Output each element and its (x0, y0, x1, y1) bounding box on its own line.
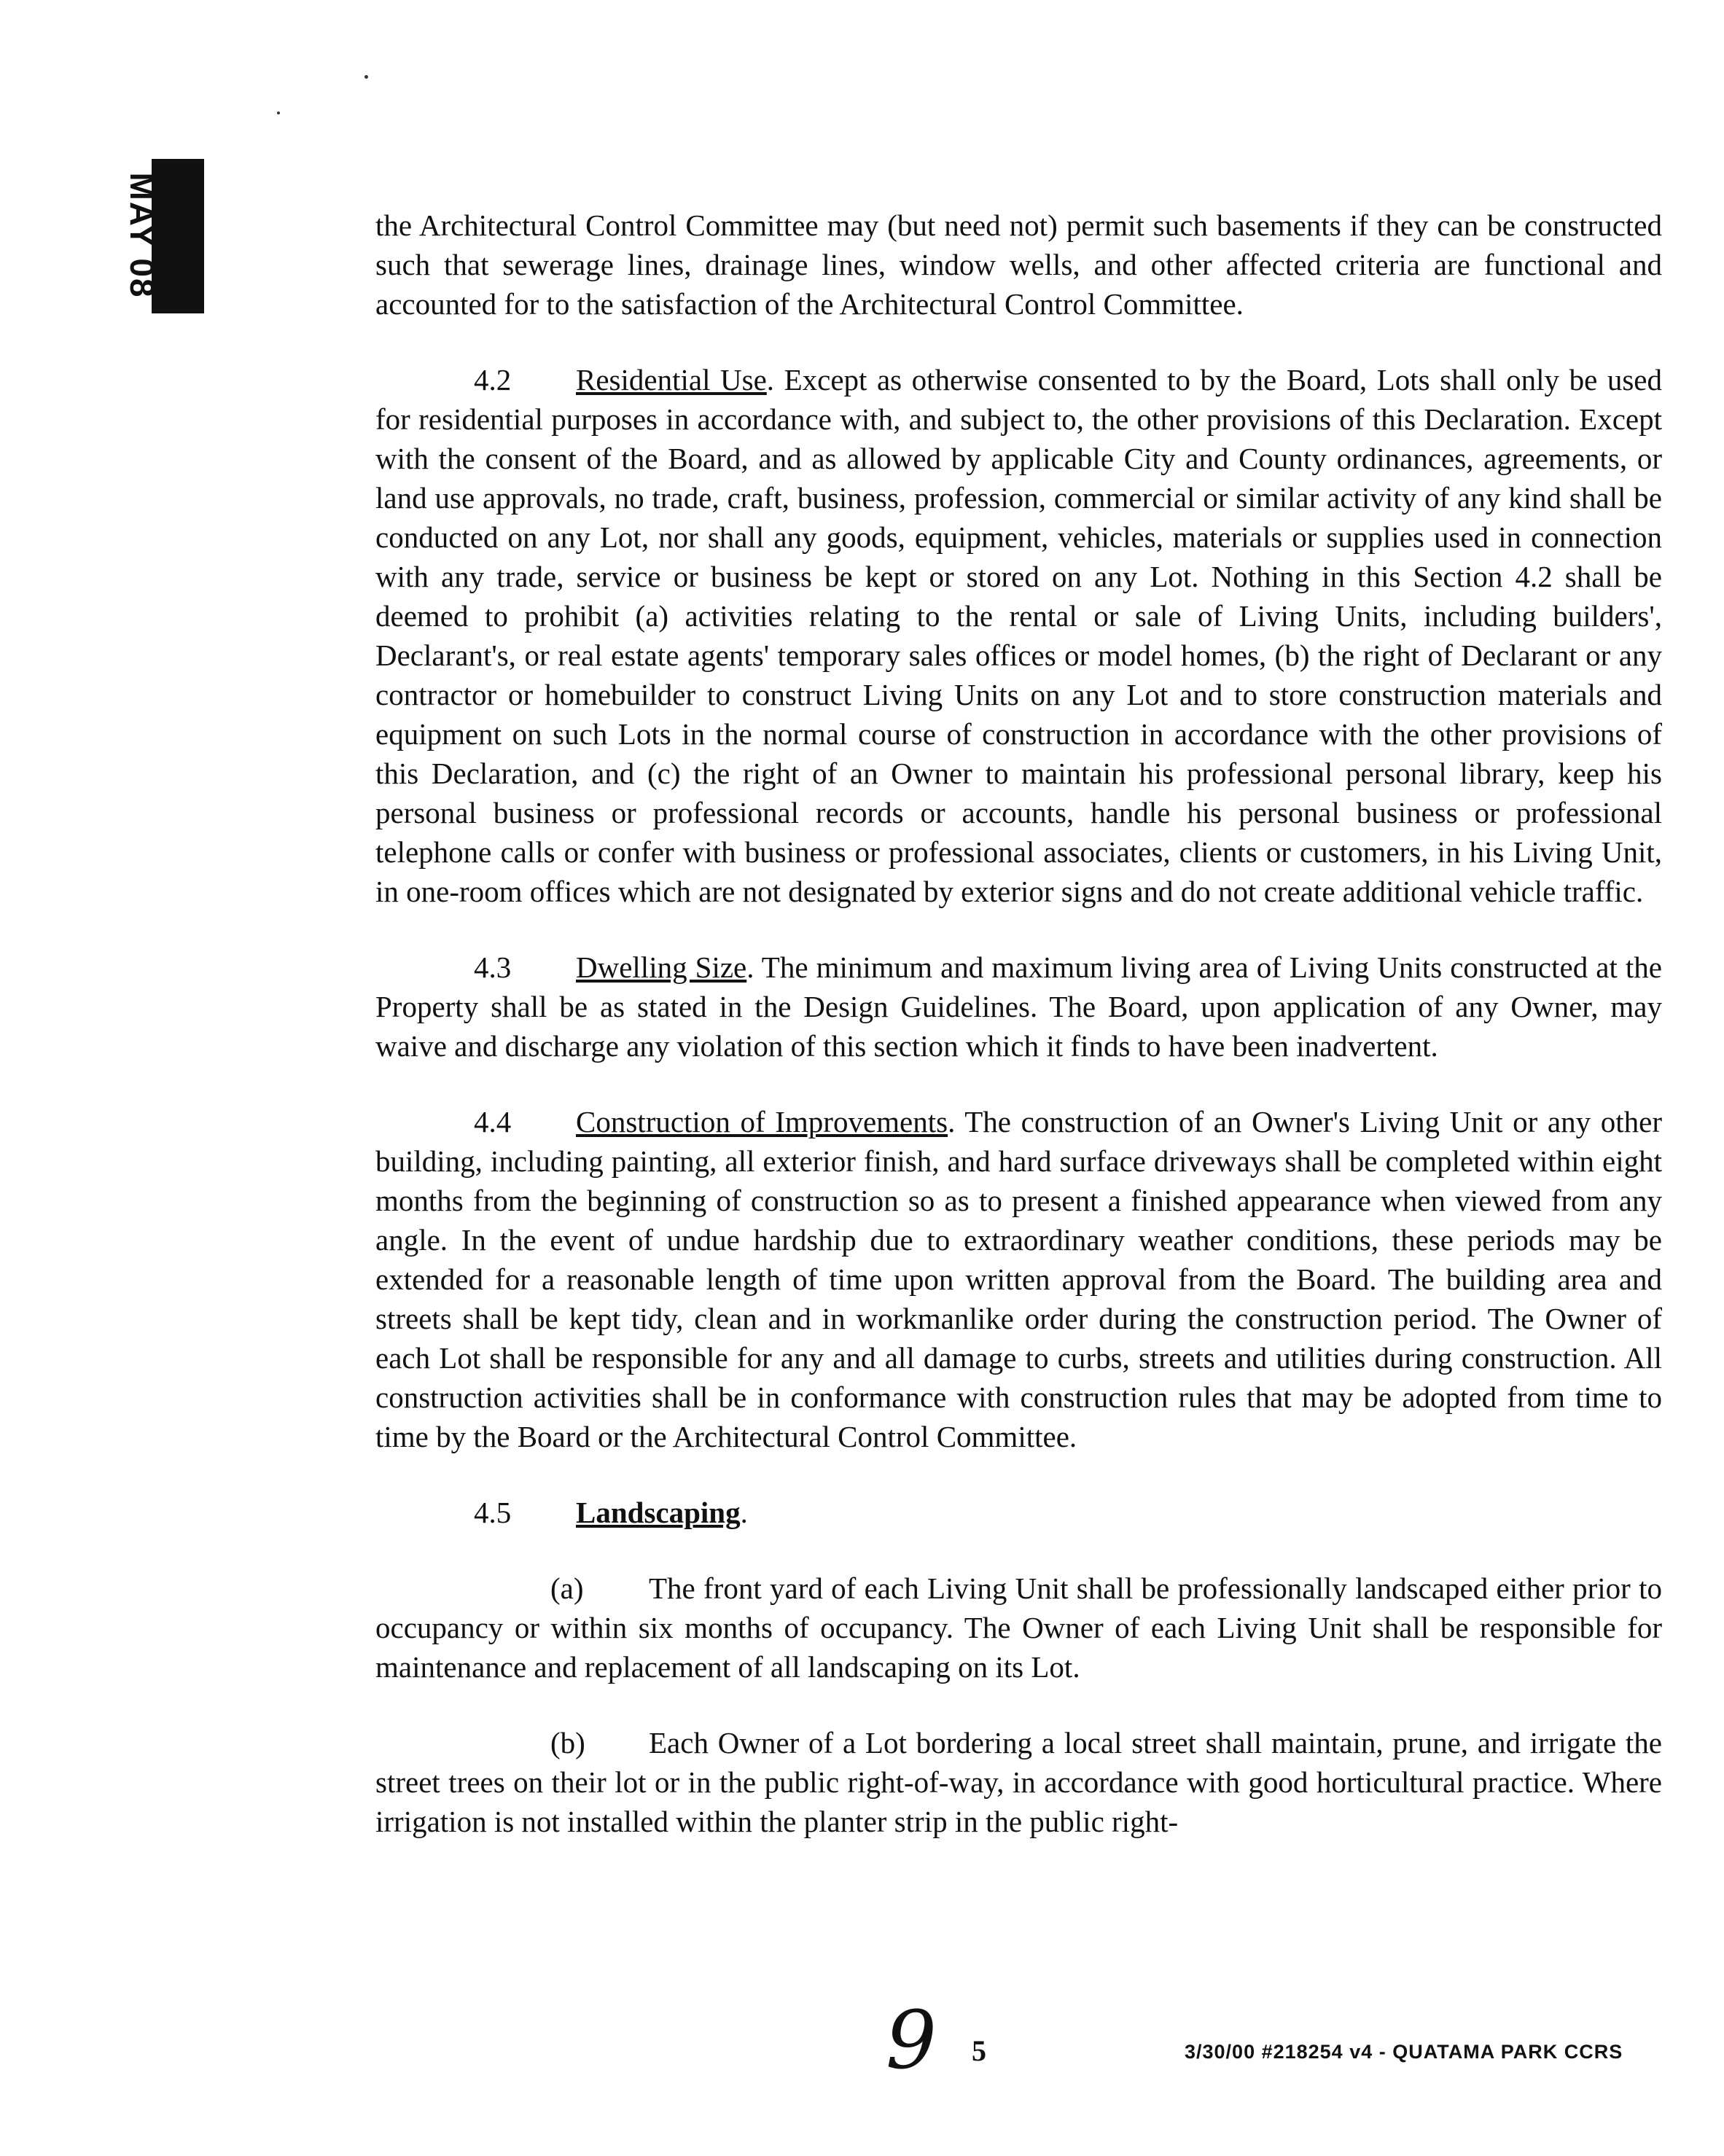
section-4-4 (375, 1102, 1662, 1456)
scan-speck (364, 75, 368, 79)
page-number: 5 (972, 2034, 986, 2067)
date-stamp: MAY 08 (123, 172, 161, 299)
section-4-3 (375, 948, 1662, 1066)
document-reference: 3/30/00 #218254 v4 - QUATAMA PARK CCRS (1185, 2041, 1623, 2063)
section-heading-period: . (740, 1496, 748, 1529)
section-heading: Construction of Improvements (576, 1105, 948, 1138)
continuation-paragraph: the Architectural Control Committee may (but need not) permit such basements if they can be constructed such that sewerage lines, drainage lines, window wells, and other affected criteria are functional and accounted for to the satisfaction of the Architectural Control Committee. (375, 208, 1662, 321)
subsection-a (375, 1569, 1662, 1687)
scan-speck (277, 112, 280, 114)
section-text: . Except as otherwise consented to by the Board, Lots shall only be used for residential purposes in accordance with, and subject to, the other provisions of this Declaration. Except with the consent of the Board, and as allowed by applicable City and County ordinances, agreements, or land use approvals, no trade, craft, business, profession, commercial or similar activity of any kind shall be conducted on any Lot, nor shall any goods, equipment, vehicles, materials or supplies used in connection with any trade, service or business be kept or stored on any Lot. Nothing in this Section 4.2 shall be deemed to prohibit (a) activities relating to the rental or sale of Living Units, including builders', Declarant's, or real estate agents' temporary sales offices or model homes, (b) the right of Declarant or any contractor or homebuilder to construct Living Units on any Lot and to store construction materials and equipment on such Lots in the normal course of construction in accordance with the other provisions of this Declaration, and (c) the right of an Owner to maintain his professional personal library, keep his personal business or professional records or accounts, handle his personal business or professional telephone calls or confer with business or professional associates, clients or customers, in his Living Unit, in one-room offices which are not designated by exterior signs and do not create additional vehicle traffic. (375, 363, 1662, 908)
section-4-2 (375, 360, 1662, 911)
subsection-text: The front yard of each Living Unit shall be professionally landscaped either prior to occupancy or within six months of occupancy. The Owner of each Living Unit shall be responsible for maintenance and replacement of all landscaping on its Lot. (375, 1571, 1662, 1684)
section-heading: Landscaping (576, 1496, 741, 1529)
section-number: 4.5 (474, 1496, 512, 1529)
section-number: 4.3 (474, 950, 512, 984)
subsection-label: (a) (550, 1571, 584, 1605)
section-4-5 (375, 1493, 1662, 1532)
section-heading: Residential Use (576, 363, 767, 397)
section-heading: Dwelling Size (576, 950, 747, 984)
subsection-b (375, 1723, 1662, 1841)
section-text: . The minimum and maximum living area of Living Units constructed at the Property shall be as stated in the Design Guidelines. The Board, upon application of any Owner, may waive and discharge any violation of this section which it finds to have been inadvertent. (375, 950, 1662, 1063)
subsection-text: Each Owner of a Lot bordering a local street shall maintain, prune, and irrigate the street trees on their lot or in the public right-of-way, in accordance with good horticultural practice. Where irrigation is not installed within the planter strip in the public right- (375, 1726, 1662, 1838)
section-number: 4.2 (474, 363, 512, 397)
section-number: 4.4 (474, 1105, 512, 1138)
section-text: . The construction of an Owner's Living Unit or any other building, including painting, all exterior finish, and hard surface driveways shall be completed within eight months from the beginning of construction so as to present a finished appearance when viewed from any angle. In the event of undue hardship due to extraordinary weather conditions, these periods may be extended for a reasonable length of time upon written approval from the Board. The building area and streets shall be kept tidy, clean and in workmanlike order during the construction period. The Owner of each Lot shall be responsible for any and all damage to curbs, streets and utilities during construction. All construction activities shall be in conformance with construction rules that may be adopted from time to time by the Board or the Architectural Control Committee. (375, 1105, 1662, 1453)
handwritten-page-number: 9 (886, 1993, 937, 2087)
subsection-label: (b) (550, 1726, 585, 1759)
document-body (375, 206, 1662, 1878)
